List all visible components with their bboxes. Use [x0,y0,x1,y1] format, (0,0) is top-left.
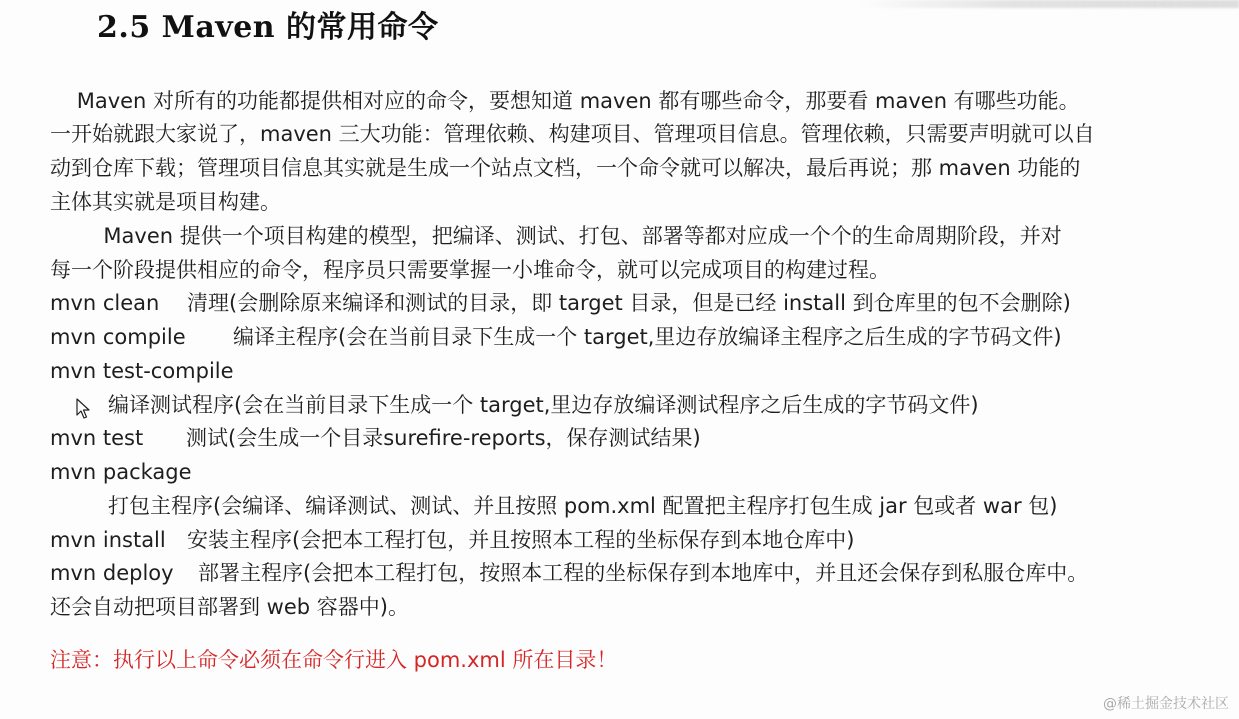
intro-line-5: Maven 提供一个项目构建的模型，把编译、测试、打包、部署等都对应成一个个的生命周期阶段，并对 [50,224,1062,248]
command-description: 测试(会生成一个目录surefire-reports，保存测试结果) [186,426,701,450]
command-name: mvn package [50,460,192,484]
command-name: mvn test [50,426,144,450]
intro-line-3: 动到仓库下载；管理项目信息其实就是生成一个站点文档，一个命令就可以解决，最后再说；那 maven 功能的 [50,156,1081,180]
blurred-header-strip [860,0,1239,8]
warning-note: 注意：执行以上命令必须在命令行进入 pom.xml 所在目录！ [50,648,618,672]
command-name: mvn compile [50,325,186,349]
command-row-deploy [50,558,1088,588]
section-heading: 2.5 Maven 的常用命令 [97,10,439,45]
command-name: mvn clean [50,291,160,315]
intro-line-1: Maven 对所有的功能都提供相对应的命令，要想知道 maven 都有哪些命令，那要看 maven 有哪些功能。 [50,89,1080,113]
command-row-test-compile [50,356,234,386]
intro-line-2: 一开始就跟大家说了，maven 三大功能：管理依赖、构建项目、管理项目信息。管理依赖，只需要声明就可以自 [50,122,1095,146]
command-description-test-compile: 编译测试程序(会在当前目录下生成一个 target,里边存放编译测试程序之后生成的字节码文件) [108,393,979,417]
command-name: mvn deploy [50,561,174,585]
intro-line-4: 主体其实就是项目构建。 [50,190,281,214]
command-name: mvn install [50,528,166,552]
command-description: 清理(会删除原来编译和测试的目录，即 target 目录，但是已经 install 到仓库里的包不会删除) [187,291,1071,315]
command-description: 编译主程序(会在当前目录下生成一个 target,里边存放编译主程序之后生成的字节码文件) [233,325,1062,349]
watermark: @稀土掘金技术社区 [1103,696,1229,712]
command-row-compile [50,322,1062,352]
command-row-test [50,423,701,453]
command-row-clean [50,288,1071,318]
intro-line-6: 每一个阶段提供相应的命令，程序员只需要掌握一小堆命令，就可以完成项目的构建过程。 [50,258,890,282]
command-description: 安装主程序(会把本工程打包，并且按照本工程的坐标保存到本地仓库中) [187,528,855,552]
command-description-deploy-cont: 还会自动把项目部署到 web 容器中)。 [50,595,409,619]
command-row-package [50,457,192,487]
command-name: mvn test-compile [50,359,234,383]
command-row-install [50,525,854,555]
mouse-pointer-icon [76,398,90,420]
command-description: 部署主程序(会把本工程打包，按照本工程的坐标保存到本地库中，并且还会保存到私服仓库中。 [198,561,1089,585]
command-description-package: 打包主程序(会编译、编译测试、测试、并且按照 pom.xml 配置把主程序打包生成 jar 包或者 war 包) [108,494,1058,518]
